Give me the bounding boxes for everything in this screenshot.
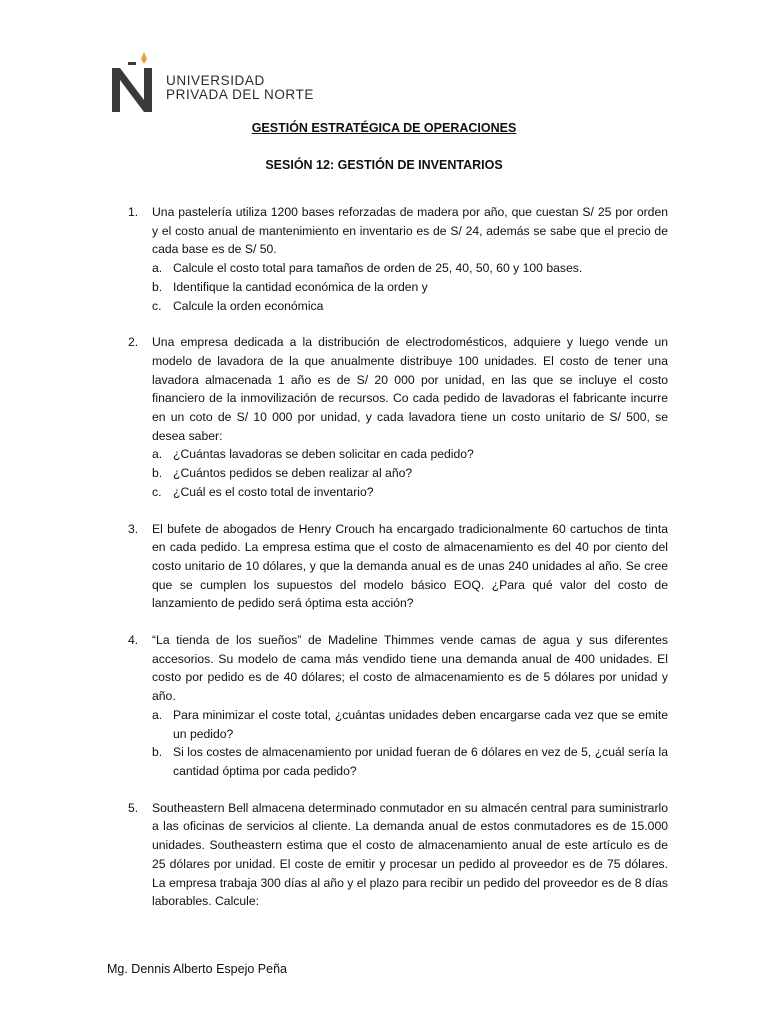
question-text: Southeastern Bell almacena determinado conmutador en su almacén central para suministrarlo a las oficinas de servicios al cliente. La demanda anual de estos conmutadores es de 15.000 unidades. Southeastern estima que el costo de almacenamiento anual de este artículo es de 25 dólares por unidad. El coste de emitir y procesar un pedido al proveedor es de 75 dólares. La empresa trabaja 300 días al año y el plazo para recibir un pedido del proveedor es de 8 días laborables. Calcule: (152, 800, 668, 909)
sub-letter: c. (152, 298, 162, 313)
question-list (128, 203, 668, 911)
question-number: 1. (128, 205, 139, 219)
question-number: 5. (128, 800, 139, 815)
sub-question (152, 743, 668, 780)
question-text: El bufete de abogados de Henry Crouch ha encargado tradicionalmente 60 cartuchos de tinta en cada pedido. La empresa estima que el costo de almacenamiento es del 40 por ciento del costo unitario de 10 dólares, y que la demanda anual es de unas 240 unidades al año. Se cree que se cumplen los supuestos del modelo básico EOQ. ¿Para qué valor del costo de lanzamiento de pedido será óptima esta acción? (152, 521, 668, 611)
sub-question (152, 464, 668, 483)
sub-question (152, 297, 668, 316)
question-4 (128, 631, 668, 781)
sub-text: Calcule la orden económica (173, 298, 324, 313)
question-number: 2. (128, 335, 139, 350)
session-title: SESIÓN 12: GESTIÓN DE INVENTARIOS (265, 158, 503, 172)
sub-text: Calcule el costo total para tamaños de orden de 25, 40, 50, 60 y 100 bases. (173, 261, 583, 276)
sub-text: ¿Cuál es el costo total de inventario? (173, 484, 374, 499)
sub-letter: a. (152, 707, 163, 722)
logo-wordmark (166, 74, 314, 102)
question-text: Una empresa dedicada a la distribución de electrodomésticos, adquiere y luego vende un modelo de lavadora de la que anualmente distribuye 100 unidades. El costo de tener una lavadora almacenada 1 año es de S/ 20 000 por unidad, en las que se incluye el costo financiero de la inmovilización de recursos. Co cada pedido de lavadoras el fabricante incurre en un coto de S/ 10 000 por unidad, y cada lavadora tiene un costo unitario de S/ 500, se desea saber: (152, 335, 668, 443)
document-title: GESTIÓN ESTRATÉGICA DE OPERACIONES (251, 121, 517, 135)
question-number: 4. (128, 633, 139, 648)
sub-letter: c. (152, 484, 162, 499)
footer-author: Mg. Dennis Alberto Espejo Peña (107, 962, 287, 976)
sub-text: Si los costes de almacenamiento por unidad fueran de 6 dólares en vez de 5, ¿cuál sería la cantidad óptima por cada pedido? (173, 745, 668, 778)
sub-question (152, 445, 668, 464)
sub-letter: a. (152, 447, 163, 462)
sub-question (152, 483, 668, 502)
sub-text: Para minimizar el coste total, ¿cuántas unidades deben encargarse cada vez que se emite un pedido? (173, 707, 668, 741)
question-3 (128, 520, 668, 614)
sub-question (152, 278, 668, 297)
sub-letter: b. (152, 745, 163, 760)
question-number: 3. (128, 521, 139, 536)
logo-line-2: PRIVADA DEL NORTE (166, 87, 314, 102)
question-1 (128, 203, 668, 315)
logo-line-1: UNIVERSIDAD (166, 73, 265, 88)
sub-letter: b. (152, 279, 163, 294)
question-2 (128, 333, 668, 501)
sub-text: ¿Cuántas lavadoras se deben solicitar en cada pedido? (173, 447, 474, 462)
sub-letter: b. (152, 466, 163, 481)
sub-question (152, 259, 668, 278)
upn-emblem-icon (106, 50, 162, 116)
sub-letter: a. (152, 261, 163, 276)
question-text: “La tienda de los sueños” de Madeline Thimmes vende camas de agua y sus diferentes accesorios. Su modelo de cama más vendido tiene una demanda anual de 400 unidades. El costo por pedido es de 40 dólares; el costo de almacenamiento es de 5 dólares por unidad y año. (152, 633, 668, 704)
question-text: Una pastelería utiliza 1200 bases reforzadas de madera por año, que cuestan S/ 25 por orden y el costo anual de mantenimiento en inventario es de S/ 24, además se sabe que el precio de cada base es de S/ 50. (152, 205, 668, 257)
question-5 (128, 799, 668, 911)
sub-text: ¿Cuántos pedidos se deben realizar al año? (173, 466, 413, 481)
sub-text: Identifique la cantidad económica de la orden y (173, 279, 428, 294)
sub-question (152, 706, 668, 743)
university-logo (106, 50, 336, 116)
